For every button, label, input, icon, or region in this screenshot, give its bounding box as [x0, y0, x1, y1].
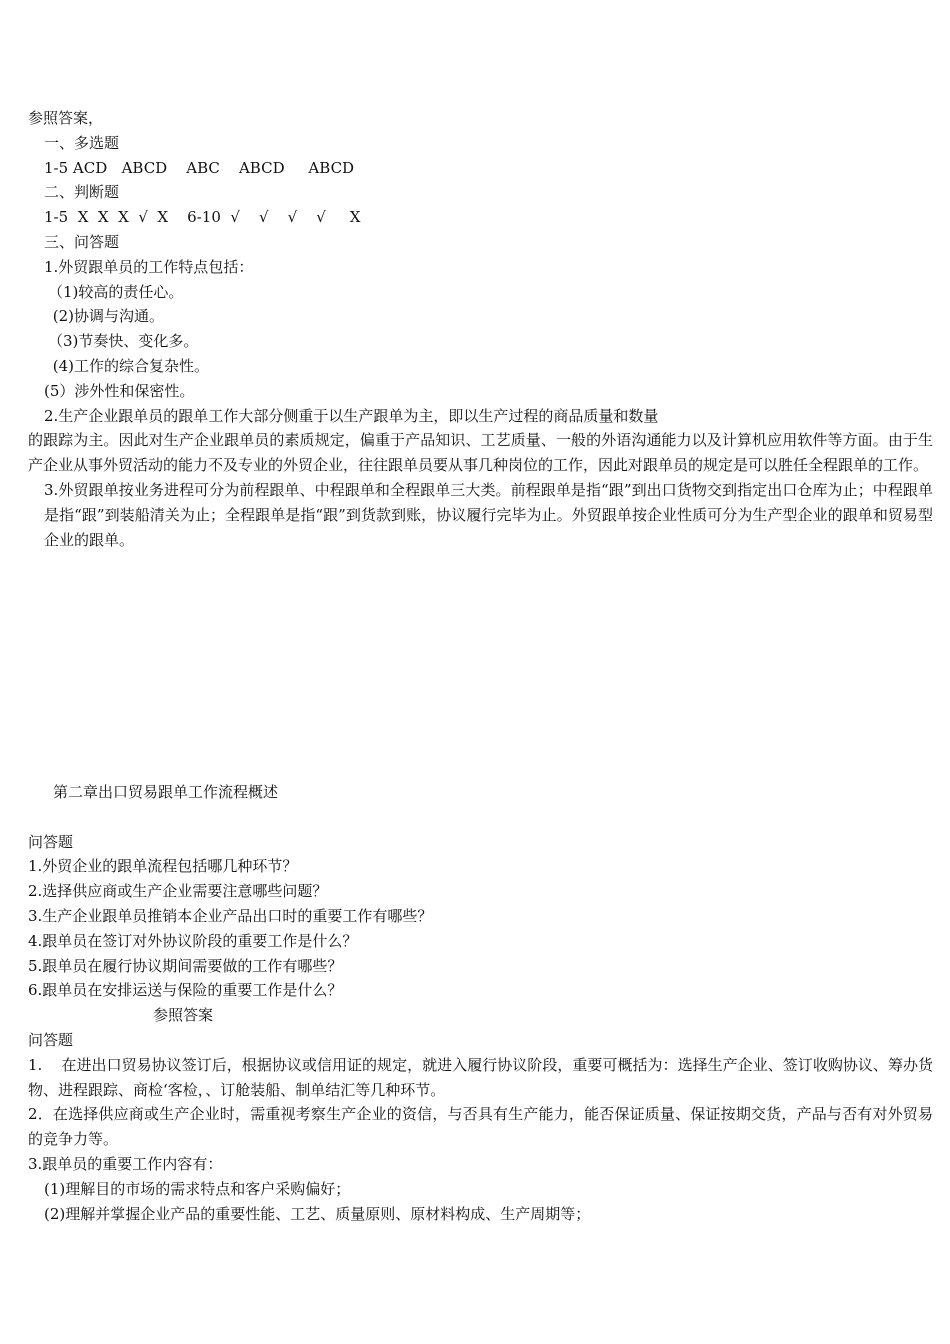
question-item: 1.外贸企业的跟单流程包括哪几种环节？ [28, 857, 298, 876]
q3-text: 3.外贸跟单按业务进程可分为前程跟单、中程跟单和全程跟单三大类。前程跟单是指“跟”到出口货物交到指定出口仓库为止；中程跟单是指“跟”到装船清关为止；全程跟单是指“跟”到货款到账，协议履行完毕为止。外贸跟单按企业性质可分为生产型企业的跟单和贸易型企业的跟单。 [44, 480, 933, 549]
answer-heading: 参照答案， [28, 109, 104, 127]
answer-3-intro: 3.跟单员的重要工作内容有： [28, 1154, 223, 1173]
judge-title: 二、判断题 [44, 183, 120, 202]
q1-item: (2)协调与沟通。 [48, 307, 165, 326]
answer-2: 2．在选择供应商或生产企业时，需重视考察生产企业的资信，与否具有生产能力，能否保证质量、保证按期交货，产品与否有对外贸易的竞争力等。 [28, 1105, 933, 1149]
answer-1: 1. 在进出口贸易协议签订后，根据协议或信用证的规定，就进入履行协议阶段，重要可概括为：选择生产企业、签订收购协议、筹办货物、进程跟踪、商检‘客检，、订舱装船、制单结汇等几种环节。 [28, 1055, 933, 1099]
answer-3-item: (1)理解目的市场的需求特点和客户采购偏好； [44, 1179, 351, 1198]
answer-heading: 参照答案 [153, 1006, 214, 1025]
qa-title: 三、问答题 [44, 232, 120, 251]
question-item: 3.生产企业跟单员推销本企业产品出口时的重要工作有哪些？ [28, 906, 433, 925]
q3-paragraph [28, 478, 933, 552]
question-item: 6.跟单员在安排运送与保险的重要工作是什么？ [28, 981, 343, 1000]
multi-choice-title: 一、多选题 [44, 133, 120, 152]
answer-3-item: (2)理解并掌握企业产品的重要性能、工艺、质量原则、原材料构成、生产周期等； [44, 1204, 591, 1223]
chapter-2-section [28, 780, 933, 1226]
multi-choice-answers: 1-5 ACD ABCD ABC ABCD ABCD [44, 158, 355, 177]
q1-item: (5）涉外性和保密性。 [44, 381, 195, 400]
answer-qa-title: 问答题 [28, 1030, 74, 1049]
answer-section-chapter-1 [28, 106, 933, 552]
question-item: 5.跟单员在履行协议期间需要做的工作有哪些？ [28, 956, 343, 975]
question-item: 4.跟单员在签订对外协议阶段的重要工作是什么？ [28, 931, 358, 950]
q2-paragraph: 的跟踪为主。因此对生产企业跟单员的素质规定，偏重于产品知识、工艺质量、一般的外语沟通能力以及计算机应用软件等方面。由于生产企业从事外贸活动的能力不及专业的外贸企业，往往跟单员要从事几种岗位的工作，因此对跟单员的规定是可以胜任全程跟单的工作。 [28, 431, 933, 475]
q1-item: （1)较高的责任心。 [48, 282, 184, 301]
q1-item: （3)节奏快、变化多。 [48, 332, 199, 351]
q1-intro: 1.外贸跟单员的工作特点包括： [44, 257, 254, 276]
q1-item: (4)工作的综合复杂性。 [48, 356, 210, 375]
judge-answers: 1-5 X X X √ X 6-10 √ √ √ √ X [44, 208, 361, 227]
question-item: 2.选择供应商或生产企业需要注意哪些问题？ [28, 882, 328, 901]
q2-first-line: 2.生产企业跟单员的跟单工作大部分侧重于以生产跟单为主，即以生产过程的商品质量和数量 [44, 406, 659, 425]
chapter-title: 第二章出口贸易跟单工作流程概述 [53, 783, 279, 801]
qa-title: 问答题 [28, 832, 74, 851]
blank-line [28, 805, 933, 830]
